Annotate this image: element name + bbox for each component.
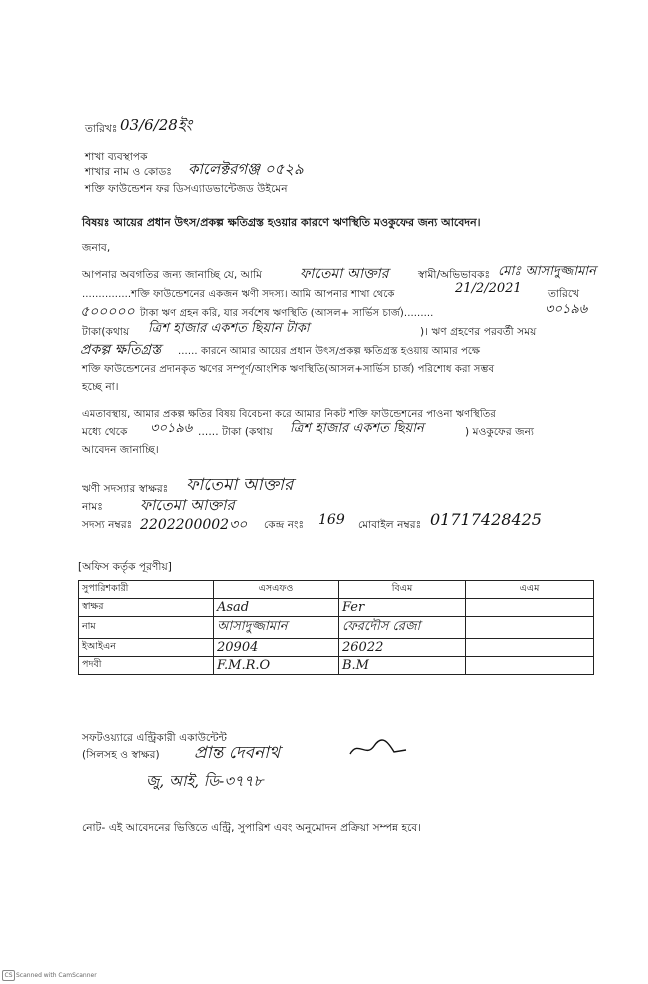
designation-cell: F.M.R.O [214,657,339,675]
table-header-row [79,581,594,599]
ein-cell: 20904 [214,639,339,657]
table-header-cell: সুপারিশকারী [79,581,214,599]
accountant-signature-hand: প্রান্ত দেবনাথ [194,743,281,763]
table-row [79,617,594,639]
body-line-3: টাকা ঋণ গ্রহন করি, যার সর্বশেষ ঋণস্থিতি (আসল+ সার্ভিস চার্জ)......... [140,308,434,319]
body-line-6: শক্তি ফাউন্ডেশনের প্রদানকৃত ঋণের সম্পূর্ণ/আংশিক ঋণস্থিতি(আসল+সার্ভিস চার্জ) পরিশোধ করা সম্ভব [82,364,495,375]
empty-cell [466,599,594,617]
row-label: নাম [79,617,214,639]
subject-line: বিষয়ঃ আয়ের প্রধান উৎস/প্রকল্প ক্ষতিগ্রস্ত হওয়ার কারণে ঋণস্থিতি মওকুফের জন্য আবেদন। [82,216,481,229]
signature-cell: Asad [214,599,339,617]
member-signature-label: ঋণী সদস্যার স্বাক্ষরঃ [82,483,169,495]
balance-words-hand: ত্রিশ হাজার একশত ছিয়ান টাকা [148,321,310,336]
table-row [79,657,594,675]
member-signature-hand: ফাতেমা আক্তার [186,475,294,495]
body-line-5: ...... কারনে আমার আয়ের প্রধান উৎস/প্রকল্প ক্ষতিগ্রস্ত হওয়ায় আমার পক্ষে [178,346,481,357]
salutation: জনাব, [82,242,111,254]
table-header-cell: বিএম [339,581,466,599]
organization-line: শক্তি ফাউন্ডেশন ফর ডিসএ্যাডভান্টেজড উইমেন [85,183,288,195]
member-name-label: নামঃ [82,501,103,513]
para2-from-label: মধ্যে থেকে [82,426,128,438]
note-line: নোট- এই আবেদনের ভিত্তিতে এন্ট্রি, সুপারিশ এবং অনুমোদন প্রক্রিয়া সম্পন্ন হবে। [82,822,422,834]
accountant-title: সফটওয়্যারে এন্ট্রিকারী একাউন্টেন্ট [82,732,227,744]
guardian-label: স্বামী/অভিভাবকঃ [418,269,491,281]
waiver-amount-hand: ৩০১৯৬ [150,421,193,436]
empty-cell [466,657,594,675]
para2-line-1: এমতাবস্থায়, আমার প্রকল্প ক্ষতির বিষয় বিবেচনা করে আমার নিকট শক্তি ফাউন্ডেশনের পাওনা ঋণস্থিতির [82,409,496,420]
table-header-cell: এএম [466,581,594,599]
camscanner-logo-icon: CS [2,970,15,981]
loan-amount-hand: ৫০০০০০ [80,304,135,320]
body-line-7: হচ্ছে না। [82,381,119,393]
date-value: 03/6/28ইং [120,116,193,134]
body-line-4-end: )। ঋণ গ্রহণের পরবর্তী সময় [420,326,537,338]
applicant-name-hand: ফাতেমা আক্তার [300,266,389,282]
member-name-hand: ফাতেমা আক্তার [140,496,235,514]
words-label: টাকা(কথায় [82,326,130,338]
member-number-label: সদস্য নম্বরঃ [82,519,133,531]
balance-hand: ৩০১৯৬ [545,302,588,317]
row-label: স্বাক্ষর [79,599,214,617]
para2-taka-label: ...... টাকা (কথায় [198,426,273,438]
para2-line-3: আবেদন জানাচ্ছি। [82,444,159,456]
waiver-words-hand: ত্রিশ হাজার একশত ছিয়ান [290,421,424,436]
body-line-1: আপনার অবগতির জন্য জানাচ্ছি যে, আমি [82,269,263,281]
date-label: তারিখঃ [85,123,118,135]
scanner-footer: Scanned with CamScanner [16,972,97,979]
recommendation-table [78,580,594,675]
accountant-id-hand: জু, আই, ডি-৩৭৭৮ [146,772,264,790]
accountant-seal-label: (সিলসহ ও স্বাক্ষর) [82,749,160,761]
branch-value: কালেক্টরগঞ্জ ০৫২৯ [188,160,304,178]
guardian-name-hand: মোঃ আসাদুজ্জামান [498,264,596,279]
table-header-cell: এসএফও [214,581,339,599]
table-row [79,639,594,657]
body-line-2: ...............শক্তি ফাউন্ডেশনের একজন ঋণী সদস্য। আমি আপনার শাখা থেকে [82,289,395,300]
signature-cell: Fer [339,599,466,617]
empty-cell [466,639,594,657]
table-row [79,599,594,617]
name-cell: ফেরদৌস রেজা [339,617,466,639]
branch-label: শাখার নাম ও কোডঃ [85,166,172,178]
center-label: কেন্দ্র নংঃ [264,519,305,531]
row-label: পদবী [79,657,214,675]
para2-line-2-end: ) মওকুফের জন্য [465,426,535,438]
office-heading: [অফিস কর্তৃক পূরণীয়] [78,561,172,573]
center-number-hand: 169 [318,512,345,528]
mobile-number-hand: 01717428425 [430,510,542,529]
signature-flourish-icon [348,738,408,760]
loan-date-hand: 21/2/2021 [455,281,522,296]
designation-cell: B.M [339,657,466,675]
manager-label: শাখা ব্যবস্থাপক [85,151,148,163]
date-suffix: তারিখে [548,288,580,300]
ein-cell: 26022 [339,639,466,657]
member-number-hand: 2202200002৩০ [140,517,248,533]
name-cell: আসাদুজ্জামান [214,617,339,639]
row-label: ইআইএন [79,639,214,657]
reason-hand: প্রকল্প ক্ষতিগ্রস্ত [80,342,162,358]
empty-cell [466,617,594,639]
mobile-label: মোবাইল নম্বরঃ [358,519,422,531]
